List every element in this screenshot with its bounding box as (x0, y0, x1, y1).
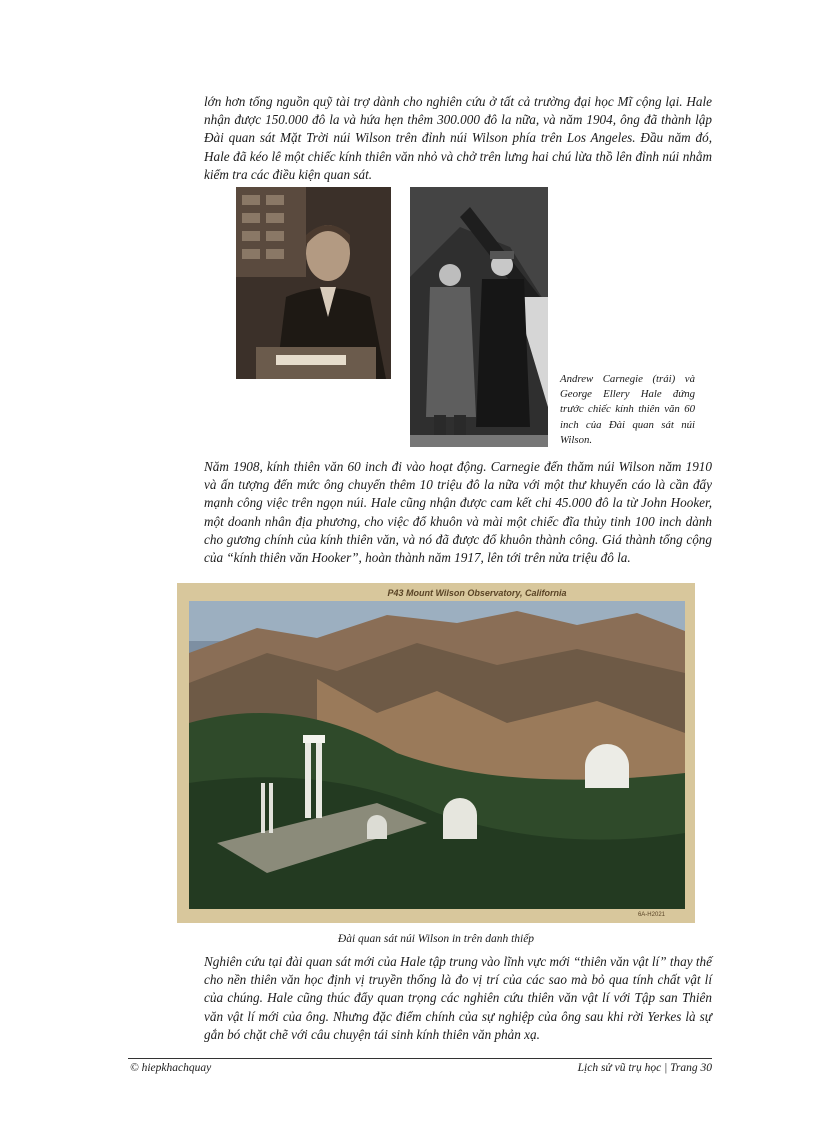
footer-author: © hiepkhachquay (130, 1062, 212, 1074)
postcard-mount-wilson-observatory (177, 583, 695, 923)
footer-page-info: Lịch sử vũ trụ học | Trang 30 (577, 1062, 712, 1074)
photo-caption: Andrew Carnegie (trái) và George Ellery Hale đứng trước chiếc kính thiên văn 60 inch của Đài quan sát núi Wilson. (560, 373, 695, 446)
postcard-code: 6A-H2021 (637, 912, 665, 918)
photo-hale-at-desk (236, 187, 391, 379)
paragraph-intro: lớn hơn tổng nguồn quỹ tài trợ dành cho nghiên cứu ở tất cả trường đại học Mĩ cộng lại. Hale nhận được 150.000 đô la và hứa hẹn thêm 300.000 đô la nữa, và năm 1904, ông đã thành lập Đài quan sát Mặt Trời núi Wilson trên đỉnh núi Wilson phía trên Los Angeles. Đầu năm đó, Hale đã kéo lê một chiếc kính thiên văn nhỏ và chở trên lưng hai chú lừa thồ lên đỉnh núi nhằm kiểm tra các điều kiện quan sát. (204, 94, 712, 182)
photo-carnegie-and-hale (410, 187, 548, 447)
paragraph-astrophysics: Nghiên cứu tại đài quan sát mới của Hale tập trung vào lĩnh vực mới “thiên văn vật lí” thay thế cho nền thiên văn học định vị truyền thống là đo vị trí của các sao mà bỏ qua tính chất vật lí của chúng. Hale cũng thúc đẩy quan trọng các nghiên cứu thiên văn vật lí với Tập san Thiên văn vật lí mới của ông. Nhưng đặc điểm chính của sự nghiệp của ông sau khi rời Yerkes là sự gắn bó chặt chẽ với câu chuyện tái sinh kính thiên văn phản xạ. (204, 954, 712, 1042)
footer-divider (128, 1058, 712, 1059)
paragraph-telescope: Năm 1908, kính thiên văn 60 inch đi vào hoạt động. Carnegie đến thăm núi Wilson năm 1910 và ấn tượng đến mức ông chuyển thêm 10 triệu đô la nữa với một thư khuyến cáo là cần đẩy mạnh công việc trên ngọn núi. Hale cũng nhận được cam kết chi 45.000 đô la từ John Hooker, một doanh nhân địa phương, cho việc đổ khuôn và mài một chiếc đĩa thủy tinh 100 inch dành cho gương chính của kính thiên văn, và nó đã được đổ khuôn thành công. Giá thành tổng cộng của “kính thiên văn Hooker”, hoàn thành năm 1917, lên tới trên nửa triệu đô la. (204, 459, 712, 566)
postcard-header: P43 Mount Wilson Observatory, California (387, 588, 567, 598)
postcard-caption: Đài quan sát núi Wilson in trên danh thiếp (337, 933, 535, 945)
